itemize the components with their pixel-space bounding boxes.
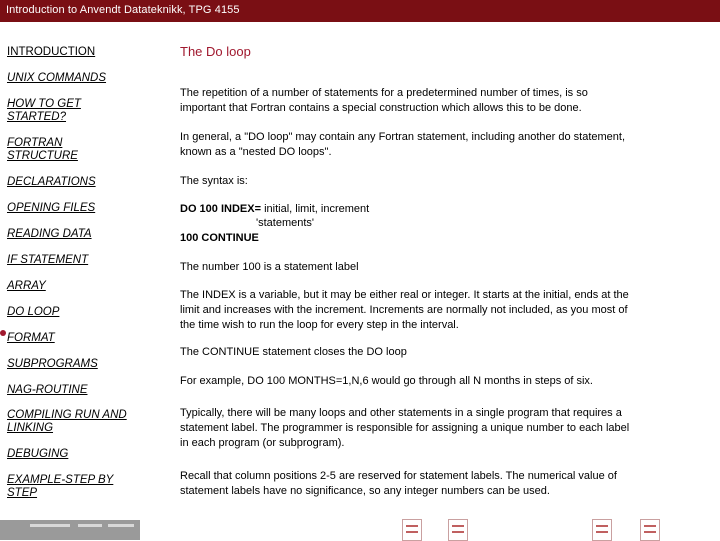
code-line-do [180,202,369,216]
nav-nag-routine[interactable]: NAG-ROUTINE [7,384,88,396]
code-args: initial, limit, increment [261,203,370,215]
nav-introduction[interactable]: INTRODUCTION [7,46,96,58]
header-bar [0,0,720,22]
page-icon[interactable] [448,519,468,541]
nav-how-to-get-started[interactable]: HOW TO GET STARTED? [7,98,81,123]
nav-example-step-by-step[interactable]: EXAMPLE-STEP BY STEP [7,474,114,499]
nav-subprograms[interactable]: SUBPROGRAMS [7,358,98,370]
paragraph-label: The number 100 is a statement label [180,261,359,273]
paragraph-syntax: The syntax is: [180,175,248,187]
nav-if-statement[interactable]: IF STATEMENT [7,254,89,266]
paragraph-intro: The repetition of a number of statements for a predetermined number of times, is so important that Fortran contains a special construction which allows this to be done. [180,87,588,114]
header-title: Introduction to Anvendt Datateknikk, TPG 4155 [6,4,240,16]
nav-format[interactable]: FORMAT [7,332,55,344]
code-line-continue: 100 CONTINUE [180,232,259,244]
paragraph-index: The INDEX is a variable, but it may be either real or integer. It starts at the initial, ends at the limit and increases with the increment. Increments are normally not included, as you most of the time wish to run the loop for every step in the interval. [180,289,629,331]
page-title: The Do loop [180,44,251,59]
page-icon[interactable] [640,519,660,541]
paragraph-continue: The CONTINUE statement closes the DO loop [180,346,407,358]
page-icon[interactable] [592,519,612,541]
nav-fortran-structure[interactable]: FORTRAN STRUCTURE [7,137,78,162]
nav-declarations[interactable]: DECLARATIONS [7,176,96,188]
nav-do-loop[interactable]: DO LOOP [7,306,60,318]
current-page-bullet-icon [0,330,6,336]
nav-array[interactable]: ARRAY [7,280,46,292]
nav-debuging[interactable]: DEBUGING [7,448,69,460]
paragraph-recall: Recall that column positions 2-5 are reserved for statement labels. The numerical value of statement labels have no significance, so any integer numbers can be used. [180,470,617,497]
paragraph-general: In general, a "DO loop" may contain any Fortran statement, including another do statement, known as a "nested DO loops". [180,131,626,158]
paragraph-example: For example, DO 100 MONTHS=1,N,6 would go through all N months in steps of six. [180,375,593,387]
nav-compiling-run-linking[interactable]: COMPILING RUN AND LINKING [7,409,127,434]
nav-reading-data[interactable]: READING DATA [7,228,92,240]
sidebar [0,22,140,540]
nav-opening-files[interactable]: OPENING FILES [7,202,96,214]
page-icon[interactable] [402,519,422,541]
footer-logo [0,520,140,540]
code-line-statements: 'statements' [256,217,315,229]
nav-unix-commands[interactable]: UNIX COMMANDS [7,72,107,84]
code-keyword: DO 100 INDEX= [180,203,262,215]
paragraph-typically: Typically, there will be many loops and other statements in a single program that requires a statement label. The programmer is responsible for assigning a unique number to each label in each program (or subprogram). [180,407,630,449]
